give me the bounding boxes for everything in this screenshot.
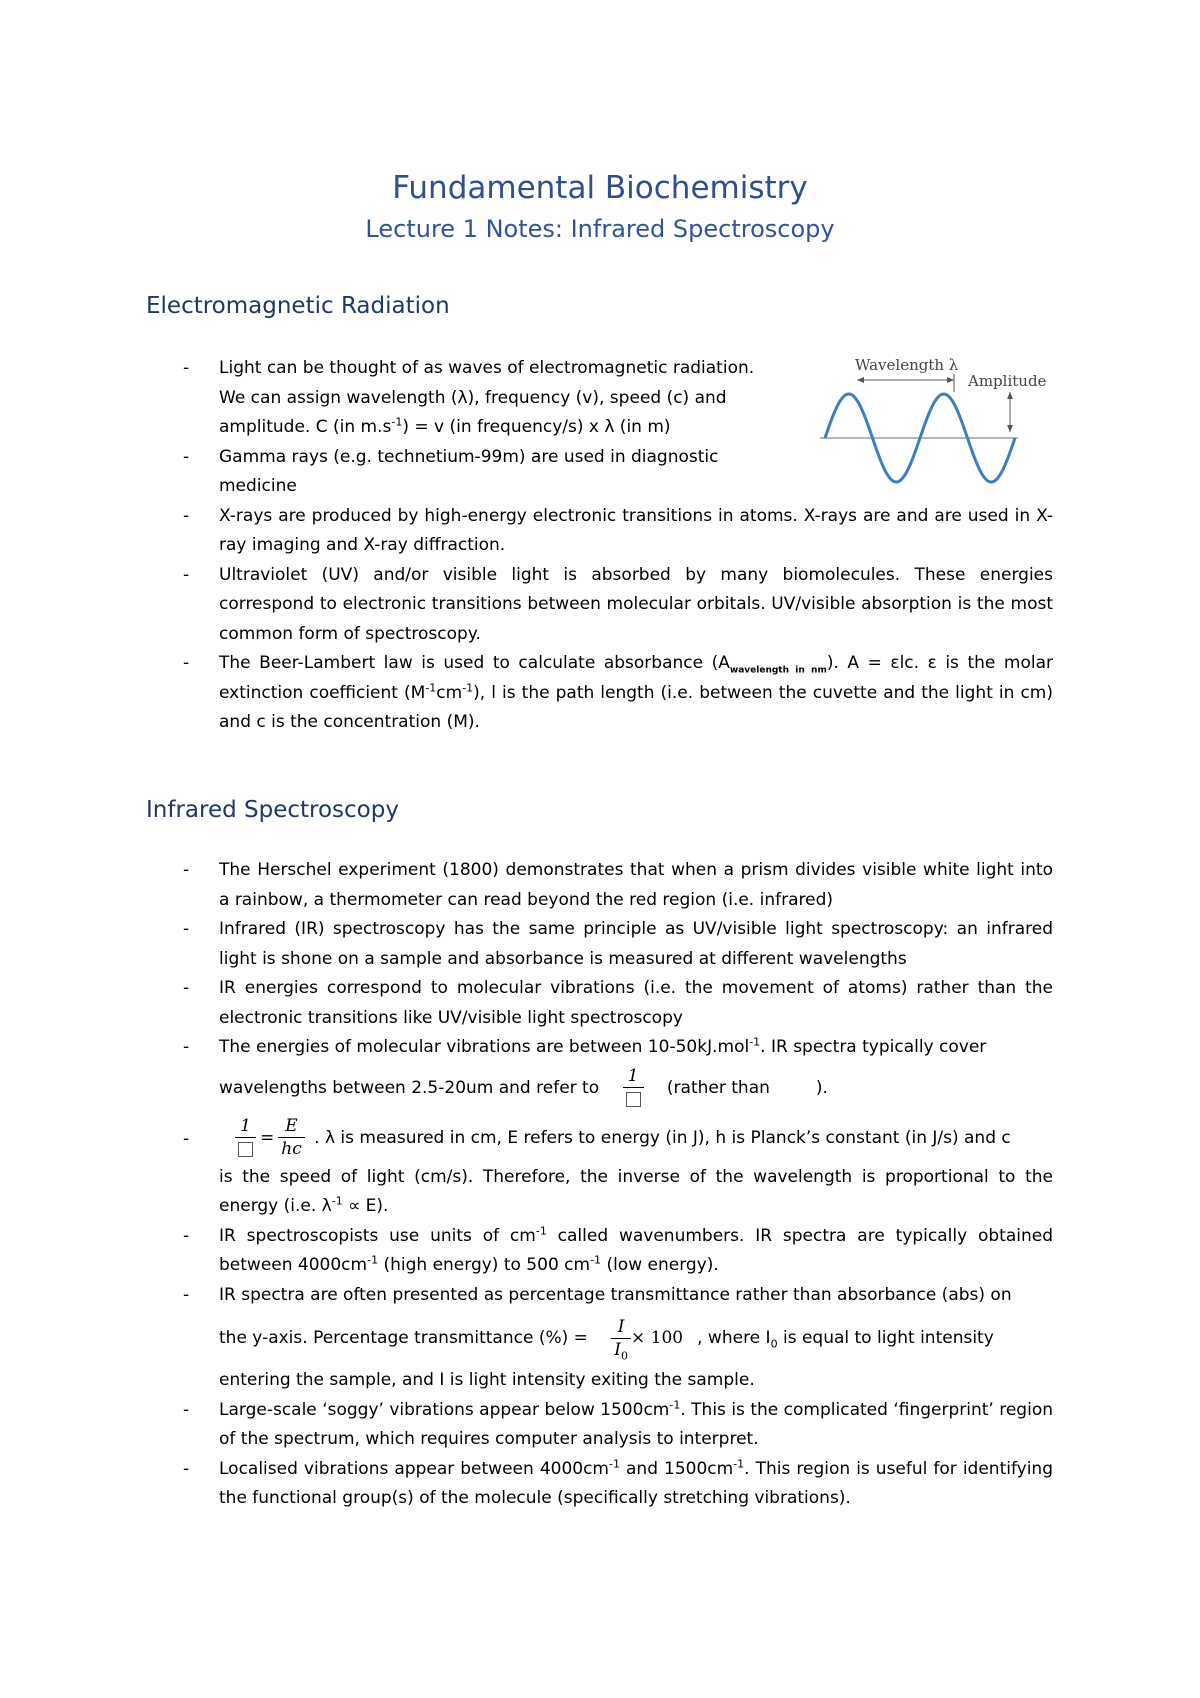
item-text: and 1500cm	[619, 1458, 734, 1479]
bullet-dash: -	[183, 1037, 190, 1057]
item-text: Localised vibrations appear between 4000cm	[219, 1458, 609, 1479]
item-text: ). A = εlc. ε is the molar extinction coefficient (M	[219, 653, 1053, 703]
list-item	[183, 561, 1053, 650]
section-heading-electromagnetic-radiation: Electromagnetic Radiation	[146, 293, 450, 319]
subscript: 0	[770, 1337, 778, 1351]
list-item	[183, 502, 1053, 561]
bullet-dash: -	[183, 1399, 190, 1420]
list-item	[183, 1222, 1053, 1281]
item-text: Gamma rays (e.g. technetium-99m) are used in diagnostic	[219, 446, 719, 467]
superscript: -1	[733, 1456, 745, 1470]
item-text: entering the sample, and I is light intensity exiting the sample.	[219, 1370, 755, 1390]
subscript: 0	[621, 1348, 629, 1362]
fraction-numerator: E	[278, 1115, 304, 1138]
subscript: wavelength in nm	[729, 665, 827, 676]
bullet-dash: -	[183, 1128, 190, 1149]
item-text: amplitude. C (in m.s	[219, 417, 392, 437]
item-text: . λ is measured in cm, E refers to energy (in J), h is Planck’s constant (in J/s) and c	[314, 1127, 1011, 1148]
item-text: is equal to light intensity	[777, 1328, 994, 1348]
item-text: the y-axis. Percentage transmittance (%) =	[219, 1328, 588, 1348]
fraction-denominator	[235, 1138, 256, 1160]
inverse-wavelength-fraction	[235, 1115, 256, 1160]
item-text: ).	[815, 1077, 828, 1098]
item-text: The energies of molecular vibrations are between 10-50kJ.mol	[219, 1037, 750, 1057]
item-text: (high energy) to 500 cm	[378, 1255, 591, 1275]
em-radiation-list	[183, 354, 1053, 738]
list-item	[183, 1281, 1053, 1396]
superscript: -1	[331, 1194, 343, 1208]
list-item	[183, 1455, 1053, 1514]
item-text: IR energies correspond to molecular vibrations (i.e. the movement of atoms) rather than the electronic transitions like UV/visible light spectroscopy	[219, 978, 1053, 1028]
superscript: -1	[609, 1456, 620, 1470]
wavelength-label: Wavelength λ	[855, 356, 959, 374]
superscript: -1	[391, 415, 403, 429]
bullet-dash: -	[183, 978, 190, 998]
list-item	[183, 1396, 1053, 1455]
missing-glyph-box	[626, 1092, 641, 1107]
bullet-dash: -	[183, 1458, 190, 1479]
item-text: Large-scale ‘soggy’ vibrations appear below 1500cm	[219, 1399, 670, 1420]
inverse-wavelength-fraction	[623, 1065, 644, 1110]
fraction-numerator: 1	[623, 1065, 644, 1088]
equals-sign: =	[260, 1127, 275, 1148]
fraction-denominator: hc	[281, 1139, 302, 1159]
section-heading-infrared-spectroscopy: Infrared Spectroscopy	[146, 797, 399, 823]
list-item	[183, 443, 859, 502]
bullet-dash: -	[183, 564, 190, 585]
list-item	[183, 649, 1053, 738]
item-text: ), l is the path length (i.e. between the cuvette and the light in cm) and c is the concentration (M).	[219, 682, 1053, 732]
transmittance-fraction	[611, 1316, 631, 1361]
item-text: , where I	[697, 1328, 771, 1348]
item-text: The Herschel experiment (1800) demonstrates that when a prism divides visible white light into a rainbow, a thermometer can read beyond the red region (i.e. infrared)	[219, 860, 1053, 910]
superscript: -1	[367, 1253, 379, 1267]
list-item	[183, 1113, 1053, 1222]
fraction-denominator	[623, 1088, 644, 1110]
item-text: Ultraviolet (UV) and/or visible light is absorbed by many biomolecules. These energies correspond to electronic transitions between molecular orbitals. UV/visible absorption is the most common form of spectroscopy.	[219, 564, 1053, 644]
infrared-list	[183, 856, 1053, 1514]
denominator-symbol: I	[614, 1339, 622, 1360]
energy-fraction	[278, 1115, 304, 1160]
superscript: -1	[462, 680, 474, 694]
bullet-dash: -	[183, 505, 190, 526]
bullet-dash: -	[183, 653, 190, 673]
bullet-dash: -	[183, 919, 190, 939]
item-text: Infrared (IR) spectroscopy has the same principle as UV/visible light spectroscopy: an infrared light is shone on a sample and absorbance is measured at different wavelengths	[219, 919, 1053, 969]
list-item	[183, 354, 859, 443]
fraction-numerator: 1	[235, 1115, 256, 1138]
superscript: -1	[590, 1253, 602, 1267]
item-text: medicine	[219, 476, 297, 496]
times-100: × 100	[631, 1328, 684, 1348]
item-text: ) = v (in frequency/s) x λ (in m)	[402, 417, 671, 437]
list-item	[183, 1033, 1053, 1113]
item-text: . IR spectra typically cover	[760, 1037, 987, 1057]
item-text: cm	[436, 682, 463, 703]
item-text: (low energy).	[601, 1255, 719, 1275]
fraction-denominator	[611, 1339, 631, 1361]
item-text: (rather than	[666, 1077, 770, 1098]
item-text: IR spectra are often presented as percentage transmittance rather than absorbance (abs) on	[219, 1284, 1012, 1305]
fraction-numerator: I	[611, 1316, 631, 1339]
list-item	[183, 974, 1053, 1033]
item-text: is the speed of light (cm/s). Therefore, the inverse of the wavelength is proportional to the energy (i.e. λ	[219, 1166, 1053, 1216]
bullet-dash: -	[183, 446, 190, 467]
item-text: X-rays are produced by high-energy electronic transitions in atoms. X-rays are and are used in X-ray imaging and X-ray diffraction.	[219, 505, 1053, 555]
superscript: -1	[669, 1397, 681, 1411]
missing-glyph-box	[238, 1142, 253, 1157]
item-text: Light can be thought of as waves of electromagnetic radiation.	[219, 358, 755, 378]
superscript: -1	[749, 1035, 761, 1049]
superscript: -1	[535, 1223, 547, 1237]
item-text: The Beer-Lambert law is used to calculate absorbance (A	[219, 653, 730, 673]
bullet-dash: -	[183, 860, 190, 880]
bullet-dash: -	[183, 358, 190, 378]
document-subtitle: Lecture 1 Notes: Infrared Spectroscopy	[365, 215, 835, 243]
item-text: . This region is useful for identifying the functional group(s) of the molecule (specifically stretching vibrations).	[219, 1458, 1053, 1508]
amplitude-label: Amplitude	[968, 372, 1047, 390]
item-text: wavelengths between 2.5-20um and refer to	[219, 1077, 600, 1098]
list-item	[183, 915, 1053, 974]
bullet-dash: -	[183, 1225, 190, 1246]
list-item	[183, 856, 1053, 915]
item-text: IR spectroscopists use units of cm	[219, 1225, 536, 1246]
bullet-dash: -	[183, 1284, 190, 1305]
superscript: -1	[425, 680, 437, 694]
item-text: ∝ E).	[342, 1196, 389, 1216]
document-title: Fundamental Biochemistry	[392, 170, 808, 206]
item-text: called wavenumbers. IR spectra are typically obtained between 4000cm	[219, 1225, 1053, 1275]
item-text: We can assign wavelength (λ), frequency (v), speed (c) and	[219, 387, 727, 408]
item-text: . This is the complicated ‘fingerprint’ region of the spectrum, which requires computer analysis to interpret.	[219, 1399, 1053, 1449]
